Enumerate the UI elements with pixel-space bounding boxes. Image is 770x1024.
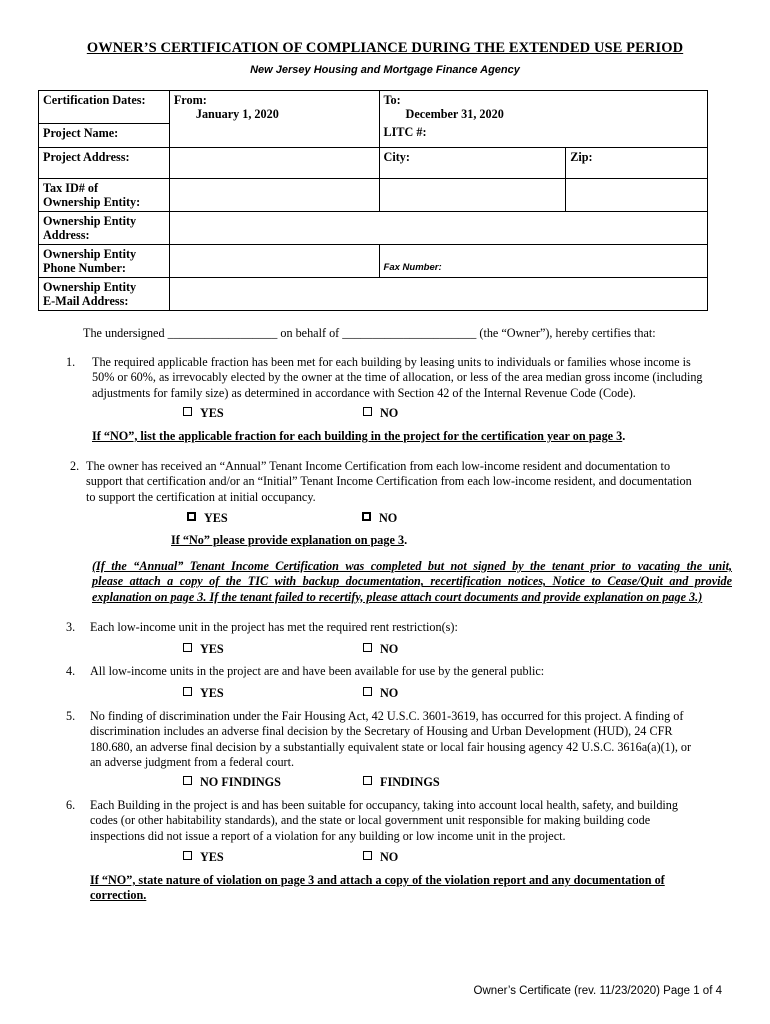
checkbox-icon bbox=[187, 512, 196, 521]
project-name-label: Project Name: bbox=[39, 123, 170, 147]
checkbox-icon bbox=[363, 407, 372, 416]
from-value: January 1, 2020 bbox=[195, 107, 279, 121]
project-address-label: Project Address: bbox=[39, 147, 170, 178]
item-4-no-checkbox[interactable]: NO bbox=[363, 686, 398, 701]
item-5-text: No finding of discrimination under the Fair Housing Act, 42 U.S.C. 3601-3619, has occurred for this project. A finding of discrimination includes an adverse final decision by the Secretary of Housing and Urban Development (HUD), 24 CFR 180.680, an adverse final decision by a substantially equivalent state or local fair housing agency 42 U.S.C. 3616a(a)(1), or an adverse judgment from a federal court. bbox=[90, 709, 692, 769]
entity-email-field[interactable] bbox=[169, 277, 707, 310]
item-4-number: 4. bbox=[66, 664, 76, 678]
from-label: From: bbox=[173, 93, 207, 107]
checkbox-icon bbox=[362, 512, 371, 521]
item-2-no-checkbox[interactable]: NO bbox=[362, 511, 397, 526]
project-info-table bbox=[38, 90, 708, 311]
item-6-note: If “NO”, state nature of violation on page 3 and attach a copy of the violation report and any documentation of correction. bbox=[90, 873, 665, 903]
to-value: December 31, 2020 bbox=[405, 107, 504, 121]
tax-id-extra-field-2[interactable] bbox=[566, 178, 708, 211]
item-6-number: 6. bbox=[66, 798, 76, 812]
project-address-field[interactable] bbox=[169, 147, 379, 178]
agency-subtitle: New Jersey Housing and Mortgage Finance Agency bbox=[250, 64, 520, 76]
undersigned-statement: The undersigned __________________ on behalf of ______________________ (the “Owner”), hereby certifies that: bbox=[83, 326, 656, 340]
to-field[interactable] bbox=[379, 91, 707, 124]
checkbox-icon bbox=[183, 687, 192, 696]
zip-field[interactable] bbox=[566, 147, 708, 178]
checkbox-icon bbox=[183, 643, 192, 652]
item-5-findings-checkbox[interactable]: FINDINGS bbox=[363, 775, 440, 790]
checkbox-icon bbox=[363, 643, 372, 652]
item-6-yes-checkbox[interactable]: YES bbox=[183, 850, 224, 865]
tax-id-extra-field[interactable] bbox=[379, 178, 566, 211]
certification-dates-label: Certification Dates: bbox=[39, 91, 170, 124]
entity-phone-label: Ownership Entity Phone Number: bbox=[39, 244, 170, 277]
item-1-no-checkbox[interactable]: NO bbox=[363, 406, 398, 421]
fax-field[interactable] bbox=[379, 244, 707, 277]
city-field[interactable] bbox=[379, 147, 566, 178]
entity-address-label: Ownership Entity Address: bbox=[39, 211, 170, 244]
entity-phone-field[interactable] bbox=[169, 244, 379, 277]
litc-label: LITC #: bbox=[383, 125, 427, 139]
project-name-field[interactable] bbox=[169, 123, 379, 147]
item-4-text: All low-income units in the project are and have been available for use by the general public: bbox=[90, 664, 545, 678]
tax-id-field[interactable] bbox=[169, 178, 379, 211]
litc-field[interactable] bbox=[379, 123, 707, 147]
tax-id-label: Tax ID# of Ownership Entity: bbox=[39, 178, 170, 211]
item-6-text: Each Building in the project is and has been suitable for occupancy, taking into account local health, safety, and building codes (or other habitability standards), and the state or local government unit responsible for making building code inspections did not issue a report of a violation for any building or low income unit in the project. bbox=[90, 798, 678, 843]
zip-label: Zip: bbox=[570, 149, 593, 164]
item-2-text: The owner has received an “Annual” Tenant Income Certification from each low-income resident and documentation to support that certification and/or an “Initial” Tenant Income Certification from each low-income resident, and documentation to support the certification at initial occupancy. bbox=[86, 459, 692, 504]
item-3-no-checkbox[interactable]: NO bbox=[363, 642, 398, 657]
item-1-text: The required applicable fraction has been met for each building by leasing units to individuals or families whose income is 50% or 60%, as irrevocably elected by the owner at the time of allocation, or less of the area median gross income (including adjustments for family size) as determined in accordance with Section 42 of the Internal Revenue Code (Code). bbox=[92, 355, 703, 400]
item-1-number: 1. bbox=[66, 355, 76, 369]
entity-address-field[interactable] bbox=[169, 211, 707, 244]
item-2-number: 2. bbox=[70, 459, 80, 473]
item-3-text: Each low-income unit in the project has met the required rent restriction(s): bbox=[90, 620, 458, 634]
item-1-yes-checkbox[interactable]: YES bbox=[183, 406, 224, 421]
item-3-yes-checkbox[interactable]: YES bbox=[183, 642, 224, 657]
fax-label: Fax Number: bbox=[383, 261, 442, 273]
city-label: City: bbox=[383, 149, 410, 164]
checkbox-icon bbox=[183, 851, 192, 860]
page-footer: Owner’s Certificate (rev. 11/23/2020) Page 1 of 4 bbox=[473, 985, 722, 997]
item-3-number: 3. bbox=[66, 620, 76, 634]
to-label: To: bbox=[383, 93, 401, 107]
from-field[interactable] bbox=[169, 91, 379, 124]
page-title: OWNER’S CERTIFICATION OF COMPLIANCE DURING THE EXTENDED USE PERIOD bbox=[86, 40, 684, 56]
checkbox-icon bbox=[183, 407, 192, 416]
checkbox-icon bbox=[363, 851, 372, 860]
item-2-note: If “No” please provide explanation on page 3. bbox=[171, 533, 408, 547]
item-1-note: If “NO”, list the applicable fraction for each building in the project for the certification year on page 3. bbox=[92, 429, 626, 443]
checkbox-icon bbox=[363, 776, 372, 785]
entity-email-label: Ownership Entity E-Mail Address: bbox=[39, 277, 170, 310]
item-5-number: 5. bbox=[66, 709, 76, 723]
checkbox-icon bbox=[183, 776, 192, 785]
checkbox-icon bbox=[363, 687, 372, 696]
item-4-yes-checkbox[interactable]: YES bbox=[183, 686, 224, 701]
item-2-yes-checkbox[interactable]: YES bbox=[187, 511, 228, 526]
item-2-instructions: (If the “Annual” Tenant Income Certification was completed but not signed by the tenant prior to vacating the unit, please attach a copy of the TIC with backup documentation, recertification notices, Notice to Cease/Quit and provide explanation on page 3. If the tenant failed to recertify, please attach court documents and provide explanation on page 3.) bbox=[92, 559, 732, 604]
item-6-no-checkbox[interactable]: NO bbox=[363, 850, 398, 865]
item-5-no-findings-checkbox[interactable]: NO FINDINGS bbox=[183, 775, 281, 790]
